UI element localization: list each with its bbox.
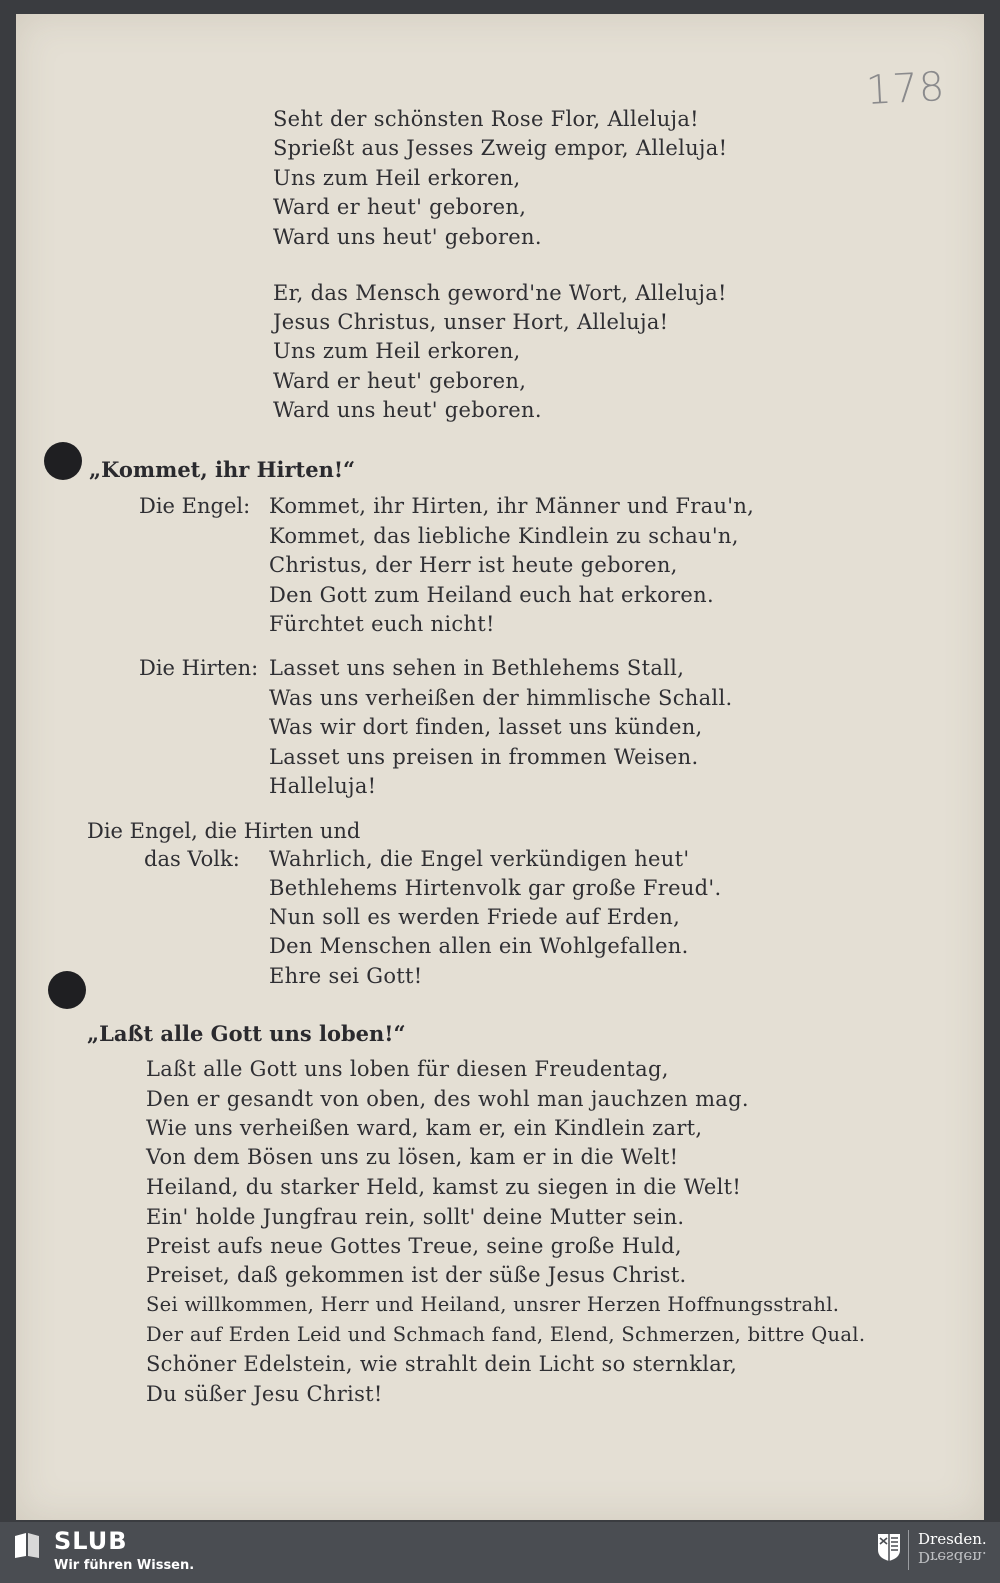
verse2-line: Ward uns heut' geboren.: [273, 398, 542, 422]
engel-line: Kommet, das liebliche Kindlein zu schau'n,: [269, 524, 739, 548]
alle-line: Wahrlich, die Engel verkündigen heut': [269, 847, 690, 871]
verse1-line: Ward er heut' geboren,: [273, 195, 527, 219]
verse2-line: Ward er heut' geboren,: [273, 369, 527, 393]
song3-line: Heiland, du starker Held, kamst zu siegen in die Welt!: [146, 1175, 742, 1199]
speaker-alle: Die Engel, die Hirten und: [87, 819, 361, 843]
library-logo-text[interactable]: SLUB: [54, 1527, 128, 1555]
engel-line: Kommet, ihr Hirten, ihr Männer und Frau'n,: [269, 494, 755, 518]
verse2-line: Er, das Mensch geword'ne Wort, Alleluja!: [273, 281, 727, 305]
verse2-line: Uns zum Heil erkoren,: [273, 339, 521, 363]
hirten-line: Was uns verheißen der himmlische Schall.: [269, 686, 733, 710]
song3-line: Ein' holde Jungfrau rein, sollt' deine Mutter sein.: [146, 1205, 685, 1229]
song3-line: Schöner Edelstein, wie strahlt dein Licht so sternklar,: [146, 1352, 738, 1376]
song3-line: Du süßer Jesu Christ!: [146, 1382, 383, 1406]
library-tagline: Wir führen Wissen.: [54, 1558, 195, 1573]
song3-line: Den er gesandt von oben, des wohl man jauchzen mag.: [146, 1087, 749, 1111]
song-title-lasst: „Laßt alle Gott uns loben!“: [87, 1021, 406, 1046]
hirten-line: Lasset uns sehen in Bethlehems Stall,: [269, 656, 685, 680]
hirten-line: Was wir dort finden, lasset uns künden,: [269, 715, 703, 739]
verse2-line: Jesus Christus, unser Hort, Alleluja!: [273, 310, 669, 334]
footer-divider: [908, 1530, 909, 1570]
dresden-crest-icon: [876, 1532, 902, 1562]
speaker-volk: das Volk:: [144, 847, 240, 871]
speaker-hirten: Die Hirten:: [139, 656, 259, 680]
engel-line: Den Gott zum Heiland euch hat erkoren.: [269, 583, 714, 607]
verse1-line: Sprießt aus Jesses Zweig empor, Alleluja!: [273, 136, 728, 160]
engel-line: Christus, der Herr ist heute geboren,: [269, 553, 678, 577]
song3-line: Preiset, daß gekommen ist der süße Jesus Christ.: [146, 1263, 687, 1287]
punch-hole-top: [44, 442, 82, 480]
song3-line: Wie uns verheißen ward, kam er, ein Kindlein zart,: [146, 1116, 703, 1140]
verse1-line: Seht der schönsten Rose Flor, Alleluja!: [273, 107, 699, 131]
footer-bar: [0, 1522, 1000, 1583]
city-logo-text[interactable]: Dresden.: [918, 1530, 987, 1548]
alle-line: Bethlehems Hirtenvolk gar große Freud'.: [269, 876, 722, 900]
verse1-line: Uns zum Heil erkoren,: [273, 166, 521, 190]
alle-line: Den Menschen allen ein Wohlgefallen.: [269, 934, 689, 958]
alle-line: Ehre sei Gott!: [269, 964, 423, 988]
engel-line: Fürchtet euch nicht!: [269, 612, 495, 636]
page-number: 178: [864, 63, 947, 115]
song3-line: Preist aufs neue Gottes Treue, seine große Huld,: [146, 1234, 682, 1258]
hirten-line: Halleluja!: [269, 774, 377, 798]
song3-line: Von dem Bösen uns zu lösen, kam er in die Welt!: [146, 1145, 679, 1169]
alle-line: Nun soll es werden Friede auf Erden,: [269, 905, 681, 929]
city-logo-reflection: Dresden.: [918, 1548, 987, 1566]
hirten-line: Lasset uns preisen in frommen Weisen.: [269, 745, 699, 769]
verse1-line: Ward uns heut' geboren.: [273, 225, 542, 249]
speaker-engel: Die Engel:: [139, 494, 251, 518]
song3-line: Laßt alle Gott uns loben für diesen Freudentag,: [146, 1057, 669, 1081]
slub-book-icon: [12, 1530, 42, 1560]
punch-hole-bottom: [48, 971, 86, 1009]
song3-line: Der auf Erden Leid und Schmach fand, Elend, Schmerzen, bittre Qual.: [146, 1323, 866, 1346]
document-page: [16, 14, 984, 1520]
song-title-kommet: „Kommet, ihr Hirten!“: [89, 457, 356, 482]
song3-line: Sei willkommen, Herr und Heiland, unsrer Herzen Hoffnungsstrahl.: [146, 1293, 840, 1316]
